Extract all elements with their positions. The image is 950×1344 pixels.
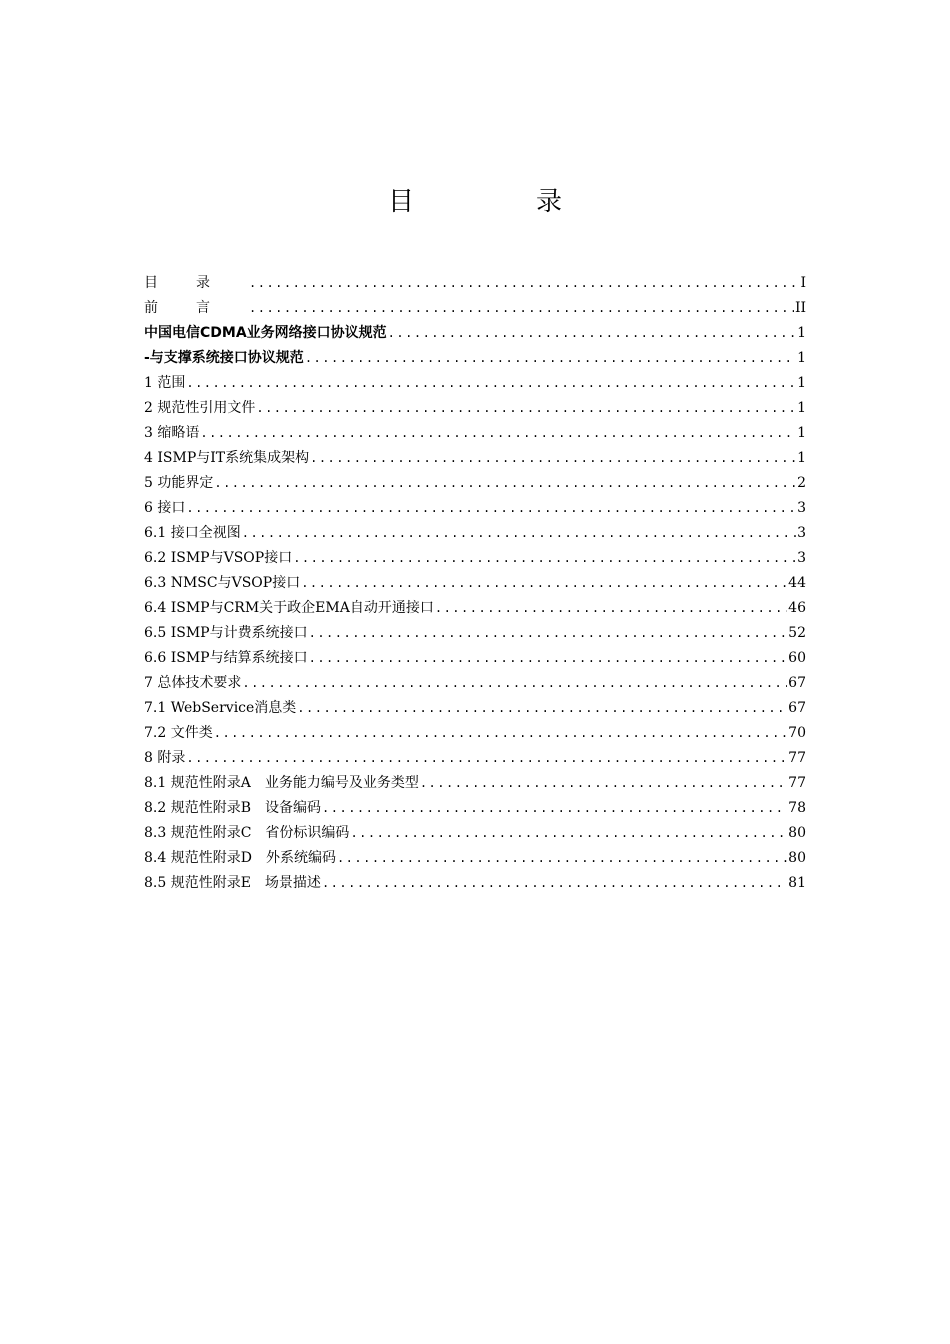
toc-entry[interactable] bbox=[144, 496, 806, 521]
toc-entry[interactable] bbox=[144, 346, 806, 371]
toc-entry-label: 7 总体技术要求 bbox=[144, 675, 242, 691]
toc-dot-leader bbox=[305, 346, 796, 371]
toc-entry-page-number: 3 bbox=[797, 550, 806, 566]
toc-entry-label: 6.3 NMSC与VSOP接口 bbox=[144, 575, 301, 591]
toc-dot-leader bbox=[214, 721, 787, 746]
toc-entry-page-number: 77 bbox=[788, 750, 806, 766]
toc-entry-page-number: 78 bbox=[788, 800, 806, 816]
toc-dot-leader bbox=[186, 371, 796, 396]
toc-entry-label: 前言 bbox=[144, 300, 248, 316]
toc-entry-label: 6.1 接口全视图 bbox=[144, 525, 241, 541]
toc-dot-leader bbox=[310, 446, 796, 471]
toc-entry-page-number: 1 bbox=[797, 350, 806, 366]
toc-dot-leader bbox=[297, 696, 787, 721]
toc-entry-label: 8.2 规范性附录B 设备编码 bbox=[144, 800, 322, 816]
toc-entry-label: 中国电信CDMA业务网络接口协议规范 bbox=[144, 325, 387, 341]
toc-entry-page-number: 44 bbox=[788, 575, 806, 591]
toc-entry[interactable] bbox=[144, 796, 806, 821]
toc-entry-label: 8 附录 bbox=[144, 750, 186, 766]
toc-dot-leader bbox=[388, 321, 796, 346]
toc-dot-leader bbox=[293, 546, 796, 571]
toc-entry-label: -与支撑系统接口协议规范 bbox=[144, 350, 304, 366]
toc-entry[interactable] bbox=[144, 721, 806, 746]
toc-entry[interactable] bbox=[144, 546, 806, 571]
toc-entry[interactable] bbox=[144, 771, 806, 796]
toc-entry-page-number: I bbox=[800, 275, 806, 291]
toc-entry-page-number: 2 bbox=[797, 475, 806, 491]
toc-entry-page-number: 80 bbox=[788, 850, 806, 866]
toc-entry[interactable] bbox=[144, 621, 806, 646]
toc-entry-label: 8.3 规范性附录C 省份标识编码 bbox=[144, 825, 350, 841]
toc-dot-leader bbox=[350, 821, 787, 846]
toc-entry-label: 3 缩略语 bbox=[144, 425, 200, 441]
toc-entry[interactable] bbox=[144, 446, 806, 471]
toc-entry-label: 6.5 ISMP与计费系统接口 bbox=[144, 625, 308, 641]
toc-entry[interactable] bbox=[144, 521, 806, 546]
toc-entry[interactable] bbox=[144, 696, 806, 721]
toc-entry-page-number: 3 bbox=[797, 500, 806, 516]
toc-dot-leader bbox=[435, 596, 787, 621]
toc-dot-leader bbox=[242, 671, 787, 696]
toc-entry-label: 8.5 规范性附录E 场景描述 bbox=[144, 875, 321, 891]
toc-entry[interactable] bbox=[144, 471, 806, 496]
toc-entry-label: 目录 bbox=[144, 275, 248, 291]
toc-dot-leader bbox=[242, 521, 796, 546]
toc-entry-page-number: 1 bbox=[797, 400, 806, 416]
toc-dot-leader bbox=[249, 296, 794, 321]
toc-title: 目 录 bbox=[387, 187, 610, 217]
toc-entry-page-number: 80 bbox=[788, 825, 806, 841]
toc-entry-page-number: II bbox=[794, 300, 806, 316]
toc-entry-page-number: 3 bbox=[797, 525, 806, 541]
toc-entry-label: 7.1 WebService消息类 bbox=[144, 700, 297, 716]
toc-entry-label: 5 功能界定 bbox=[144, 475, 214, 491]
toc-entry[interactable] bbox=[144, 296, 806, 321]
toc-entry-page-number: 77 bbox=[788, 775, 806, 791]
toc-entry-page-number: 67 bbox=[788, 675, 806, 691]
toc-entry-page-number: 1 bbox=[797, 425, 806, 441]
toc-dot-leader bbox=[309, 646, 788, 671]
toc-entry-page-number: 1 bbox=[797, 375, 806, 391]
toc-entry-page-number: 46 bbox=[788, 600, 806, 616]
toc-dot-leader bbox=[337, 846, 787, 871]
toc-entry-label: 6.6 ISMP与结算系统接口 bbox=[144, 650, 308, 666]
toc-dot-leader bbox=[249, 271, 799, 296]
toc-entry-page-number: 81 bbox=[788, 875, 806, 891]
toc-entry[interactable] bbox=[144, 871, 806, 896]
toc-entry[interactable] bbox=[144, 396, 806, 421]
toc-entry-page-number: 70 bbox=[788, 725, 806, 741]
toc-entry-page-number: 1 bbox=[797, 325, 806, 341]
toc-dot-leader bbox=[322, 871, 787, 896]
toc-entry[interactable] bbox=[144, 671, 806, 696]
toc-dot-leader bbox=[186, 746, 787, 771]
toc-entry[interactable] bbox=[144, 571, 806, 596]
toc-dot-leader bbox=[420, 771, 787, 796]
toc-dot-leader bbox=[200, 421, 796, 446]
toc-entry-label: 1 范围 bbox=[144, 375, 186, 391]
toc-entry-page-number: 67 bbox=[788, 700, 806, 716]
toc-entry[interactable] bbox=[144, 421, 806, 446]
toc-entry-label: 7.2 文件类 bbox=[144, 725, 213, 741]
toc-entry-label: 6.4 ISMP与CRM关于政企EMA自动开通接口 bbox=[144, 600, 434, 616]
toc-entry[interactable] bbox=[144, 821, 806, 846]
toc-entry[interactable] bbox=[144, 846, 806, 871]
toc-dot-leader bbox=[186, 496, 796, 521]
toc-entry-page-number: 60 bbox=[788, 650, 806, 666]
toc-entry-page-number: 1 bbox=[797, 450, 806, 466]
toc-entry-label: 4 ISMP与IT系统集成架构 bbox=[144, 450, 310, 466]
toc-entry[interactable] bbox=[144, 646, 806, 671]
toc-entry-page-number: 52 bbox=[788, 625, 806, 641]
toc-dot-leader bbox=[256, 396, 796, 421]
toc-entry-label: 8.1 规范性附录A 业务能力编号及业务类型 bbox=[144, 775, 419, 791]
toc-list bbox=[144, 271, 806, 896]
toc-entry-label: 2 规范性引用文件 bbox=[144, 400, 256, 416]
toc-entry-label: 6.2 ISMP与VSOP接口 bbox=[144, 550, 293, 566]
toc-entry[interactable] bbox=[144, 596, 806, 621]
toc-dot-leader bbox=[301, 571, 787, 596]
toc-entry-label: 6 接口 bbox=[144, 500, 186, 516]
toc-entry[interactable] bbox=[144, 271, 806, 296]
toc-dot-leader bbox=[322, 796, 787, 821]
toc-dot-leader bbox=[309, 621, 788, 646]
toc-entry[interactable] bbox=[144, 746, 806, 771]
toc-entry[interactable] bbox=[144, 321, 806, 346]
toc-entry-label: 8.4 规范性附录D 外系统编码 bbox=[144, 850, 336, 866]
toc-entry[interactable] bbox=[144, 371, 806, 396]
toc-dot-leader bbox=[214, 471, 796, 496]
